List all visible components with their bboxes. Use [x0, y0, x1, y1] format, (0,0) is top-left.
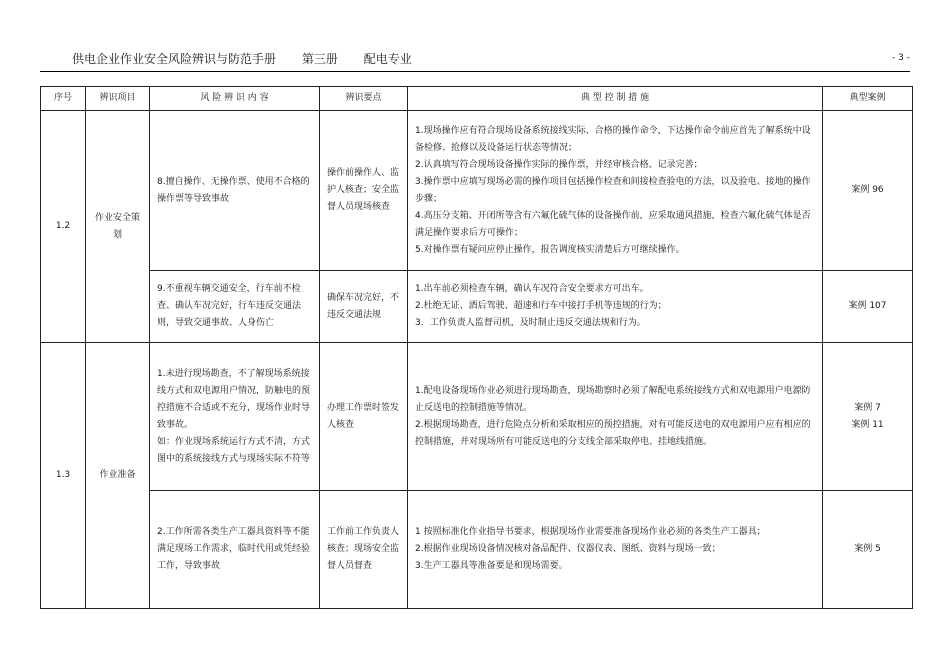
table-row — [41, 271, 913, 343]
measures-cell — [408, 111, 823, 271]
seq-cell: 1.2 — [41, 111, 86, 343]
measures-cell — [408, 491, 823, 609]
measure-line: 2.根据现场勘查，进行危险点分析和采取相应的预控措施，对有可能反送电的双电源用户应有相应的控制措施，并对现场所有可能反送电的分支线全部采取停电、挂地线措施。 — [415, 419, 811, 447]
risk-cell: 8.擅自操作、无操作票、使用不合格的操作票等导致事故 — [150, 111, 320, 271]
seq-cell: 1.3 — [41, 343, 86, 609]
col-header-case: 典型案例 — [823, 87, 913, 111]
table-header-row — [41, 87, 913, 111]
page-number: - 3 - — [892, 53, 910, 63]
col-header-measures: 典 型 控 制 措 施 — [408, 87, 823, 111]
document-header — [72, 50, 434, 67]
risk-cell: 1.未进行现场勘查，不了解现场系统接线方式和双电源用户情况，防触电的预控措施不合适或不充分，现场作业时导致事故。 如：作业现场系统运行方式不清，方式图中的系统接线方式与现场实际不符等 — [150, 343, 320, 491]
case-cell: 案例 107 — [823, 271, 913, 343]
points-cell: 确保车况完好，不违反交通法规 — [320, 271, 408, 343]
table-row — [41, 491, 913, 609]
points-cell: 操作前操作人、监护人核查；安全监督人员现场核查 — [320, 111, 408, 271]
measure-line: 3.操作票中应填写现场必需的操作项目包括操作检查和间接检查验电的方法，以及验电、接地的操作步骤； — [415, 176, 811, 204]
measure-line: 1.出车前必须检查车辆，确认车况符合安全要求方可出车。 — [415, 284, 649, 294]
table-row — [41, 111, 913, 271]
measure-line: 2.根据作业现场设备情况核对备品配件、仪器仪表、图纸、资料与现场一致； — [415, 544, 721, 554]
measures-cell — [408, 271, 823, 343]
measure-line: 3．工作负责人监督司机，及时制止违反交通法规和行为。 — [415, 318, 646, 328]
col-header-item: 辨识项目 — [86, 87, 150, 111]
measure-line: 5.对操作票有疑问应停止操作，报告调度核实清楚后方可继续操作。 — [415, 244, 685, 255]
points-cell: 工作前工作负责人核查；现场安全监督人员督查 — [320, 491, 408, 609]
measure-line: 3.生产工器具等准备要是和现场需要。 — [415, 561, 568, 571]
measure-line: 1 按照标准化作业指导书要求，根据现场作业需要准备现场作业必须的各类生产工器具； — [415, 527, 766, 537]
volume-label: 第三册 — [301, 52, 338, 66]
points-cell: 办理工作票时签发人核查 — [320, 343, 408, 491]
measure-line: 1.配电设备现场作业必须进行现场勘查，现场勘察时必须了解配电系统接线方式和双电源用户电源防止反送电的控制措施等情况。 — [415, 385, 811, 413]
risk-cell: 9.不重视车辆交通安全，行车前不检查、确认车况完好，行车违反交通法则，导致交通事故、人身伤亡 — [150, 271, 320, 343]
specialty-label: 配电专业 — [363, 52, 412, 66]
measure-line: 1.现场操作应有符合现场设备系统接线实际、合格的操作命令，下达操作命令前应首先了解系统中设备检修、抢修以及设备运行状态等情况； — [415, 125, 811, 153]
col-header-risk: 风 险 辨 识 内 容 — [150, 87, 320, 111]
manual-title: 供电企业作业安全风险辨识与防范手册 — [72, 52, 277, 66]
measure-line: 4.高压分支箱、开闭所等含有六氟化硫气体的设备操作前，应采取通风措施，检查六氟化硫气体是否满足操作要求后方可操作； — [415, 210, 811, 238]
measure-line: 2.认真填写符合现场设备操作实际的操作票，并经审核合格、记录完善； — [415, 159, 703, 170]
case-cell: 案例 7 案例 11 — [823, 343, 913, 491]
col-header-seq: 序号 — [41, 87, 86, 111]
case-cell: 案例 96 — [823, 111, 913, 271]
header-rule — [40, 71, 910, 72]
table-row — [41, 343, 913, 491]
risk-table — [40, 86, 913, 609]
risk-cell: 2.工作所需各类生产工器具资料等不能满足现场工作需求，临时代用或凭经验工作，导致事故 — [150, 491, 320, 609]
case-cell: 案例 5 — [823, 491, 913, 609]
item-cell: 作业准备 — [86, 343, 150, 609]
measures-cell — [408, 343, 823, 491]
col-header-points: 辨识要点 — [320, 87, 408, 111]
measure-line: 2.杜绝无证、酒后驾驶、超速和行车中接打手机等违规的行为； — [415, 301, 667, 311]
item-cell: 作业安全策划 — [86, 111, 150, 343]
